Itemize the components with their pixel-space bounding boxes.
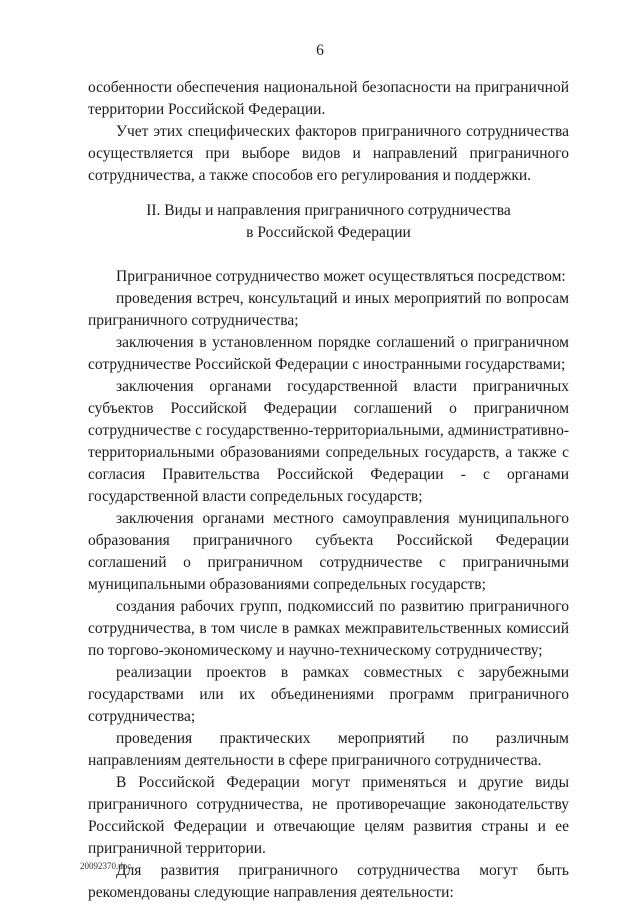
list-item: создания рабочих групп, подкомиссий по развитию приграничного сотрудничества, в том числе в рамках межправительственных комиссий по торгово-экономическому и научно-техническому сотрудничеству; xyxy=(88,598,569,659)
section-heading xyxy=(88,200,569,244)
page-content xyxy=(88,77,569,904)
footer-filename: 20092370.doc xyxy=(80,861,132,871)
paragraph: Для развития приграничного сотрудничества могут быть рекомендованы следующие направления деятельности: xyxy=(88,862,569,901)
list-item: заключения в установленном порядке соглашений о приграничном сотрудничестве Российской Федерации с иностранными государствами; xyxy=(88,334,569,373)
paragraph: Учет этих специфических факторов приграничного сотрудничества осуществляется при выборе видов и направлений приграничного сотрудничества, а также способов его регулирования и поддержки. xyxy=(88,123,569,184)
intro-paragraph: Приграничное сотрудничество может осуществляться посредством: xyxy=(116,268,566,285)
list-item: заключения органами государственной власти приграничных субъектов Российской Федерации соглашений о приграничном сотрудничестве с государственно-территориальными, административно-территориальными образованиями сопредельных государств, а также с согласия Правительства Российской Федерации - с органами государственной власти сопредельных государств; xyxy=(88,378,569,505)
page-number: 6 xyxy=(316,42,324,59)
paragraph: особенности обеспечения национальной безопасности на приграничной территории Российской Федерации. xyxy=(88,79,569,118)
list-item: реализации проектов в рамках совместных с зарубежными государствами или их объединениями программ приграничного сотрудничества; xyxy=(88,664,569,725)
list-item: проведения практических мероприятий по различным направлениям деятельности в сфере приграничного сотрудничества. xyxy=(88,730,569,769)
list-item: проведения встреч, консультаций и иных мероприятий по вопросам приграничного сотрудничества; xyxy=(88,290,569,329)
section-heading-line: II. Виды и направления приграничного сотрудничества xyxy=(146,202,511,219)
paragraph: В Российской Федерации могут применяться и другие виды приграничного сотрудничества, не противоречащие законодательству Российской Федерации и отвечающие целям развития страны и ее приграничной территории. xyxy=(88,774,569,857)
section-heading-line: в Российской Федерации xyxy=(246,224,411,241)
list-item: заключения органами местного самоуправления муниципального образования приграничного субъекта Российской Федерации соглашений о приграничном сотрудничестве с приграничными муниципальными образованиями сопредельных государств; xyxy=(88,510,569,593)
